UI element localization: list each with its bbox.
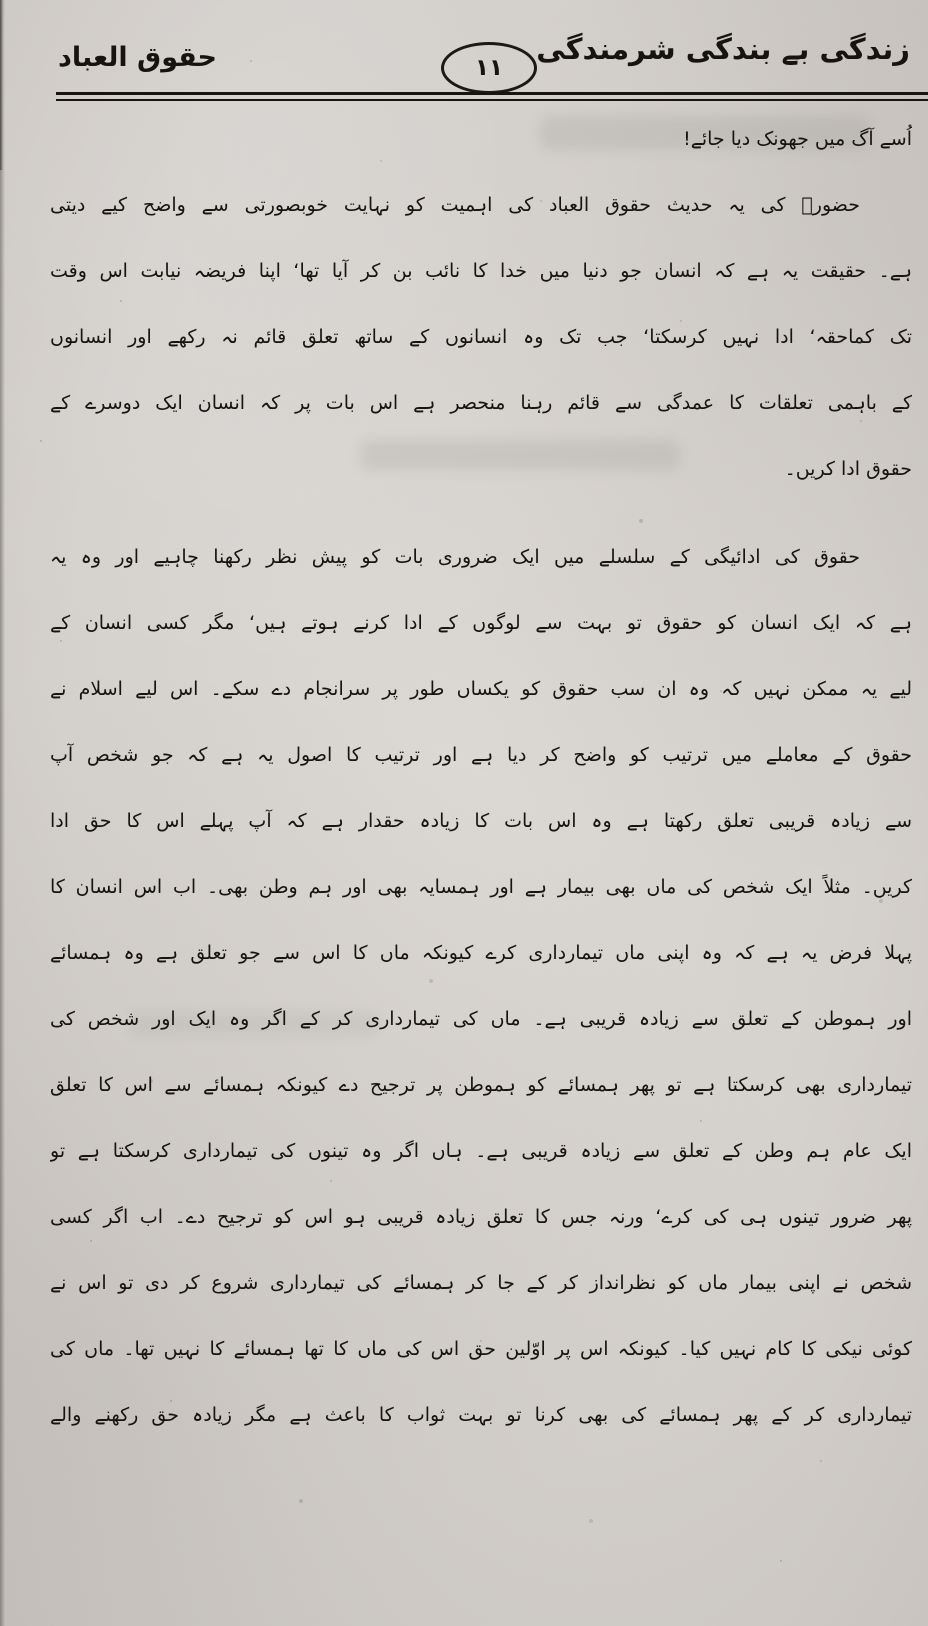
text-line: حضورؐ کی یہ حدیث حقوق العباد کی اہمیت کو نہایت خوبصورتی سے واضح کیے دیتی [50, 194, 860, 216]
text-line: ہے۔ حقیقت یہ ہے کہ انسان جو دنیا میں خدا کا نائب بن کر آیا تھا‘ اپنا فریضہ نیابت اس وقت [50, 260, 912, 282]
text-line: حقوق ادا کریں۔ [784, 458, 912, 480]
text-line: تیمارداری کر کے پھر ہمسائے کی بھی کرنا تو بہت ثواب کا باعث ہے مگر زیادہ حق رکھنے والے [50, 1404, 912, 1426]
text-line: حقوق کے معاملے میں ترتیب کو واضح کر دیا ہے اور ترتیب کا اصول یہ ہے کہ جو شخص آپ [50, 744, 912, 766]
text-line: پھر ضرور تینوں ہی کی کرے‘ ورنہ جس کا تعلق زیادہ قریبی ہو اس کو ترجیح دے۔ اب اگر کسی [50, 1206, 912, 1228]
scan-edge-shadow [0, 0, 5, 1626]
text-line: ایک عام ہم وطن کے تعلق سے زیادہ قریبی ہے۔ ہاں اگر وہ تینوں کی تیمارداری کرسکتا ہے تو [50, 1140, 912, 1162]
header-divider-double-rule [56, 92, 928, 101]
text-line: اُسے آگ میں جھونک دیا جائے! [683, 128, 912, 150]
text-line: کوئی نیکی کا کام نہیں کیا۔ کیونکہ اس پر اوّلین حق اس کی ماں کا تھا ہمسائے کا نہیں تھا۔ ماں کی [50, 1338, 912, 1360]
paragraph-1 [50, 106, 912, 502]
paper-specks [0, 0, 2, 2]
text-line: کے باہمی تعلقات کا عمدگی سے قائم رہنا منحصر ہے اس بات پر کہ انسان ایک دوسرے کے [50, 392, 912, 414]
chapter-title: حقوق العباد [58, 42, 218, 73]
book-title: زندگی بے بندگی شرمندگی [536, 32, 910, 66]
page-number-oval [441, 42, 537, 94]
text-line: لیے یہ ممکن نہیں کہ وہ ان سب حقوق کو یکساں طور پر سرانجام دے سکے۔ اس لیے اسلام نے [50, 678, 912, 700]
paragraph-2 [50, 524, 912, 1448]
scan-edge-artifact [0, 0, 3, 170]
text-line: حقوق کی ادائیگی کے سلسلے میں ایک ضروری بات کو پیش نظر رکھنا چاہیے اور وہ یہ [50, 546, 860, 568]
text-line: پہلا فرض یہ ہے کہ وہ اپنی ماں تیمارداری کرے کیونکہ ماں کا اس سے جو تعلق ہے وہ ہمسائے [50, 942, 912, 964]
text-line: تک کماحقہ‘ ادا نہیں کرسکتا‘ جب تک وہ انسانوں کے ساتھ تعلق قائم نہ رکھے اور انسانوں [50, 326, 912, 348]
text-line: شخص نے اپنی بیمار ماں کو نظرانداز کر کے جا کر ہمسائے کی تیمارداری شروع کر دی تو اس نے [50, 1272, 912, 1294]
text-line: اور ہموطن کے تعلق سے زیادہ قریبی ہے۔ ماں کی تیمارداری کر کے اگر وہ ایک اور شخص کی [50, 1008, 912, 1030]
body-text [50, 106, 912, 1448]
page-number: ۱۱ [474, 55, 504, 81]
text-line: سے زیادہ قریبی تعلق رکھتا ہے وہ اس بات کا زیادہ حقدار ہے کہ آپ پہلے اس کا حق ادا [50, 810, 912, 832]
text-line: ہے کہ ایک انسان کو حقوق تو بہت سے لوگوں کے ادا کرنے ہوتے ہیں‘ مگر کسی انسان کے [50, 612, 912, 634]
text-line: تیمارداری بھی کرسکتا ہے تو پھر ہمسائے کو ہموطن پر ترجیح دے کیونکہ ہمسائے سے اس کا تعلق [50, 1074, 912, 1096]
text-line: کریں۔ مثلاً ایک شخص کی ماں بھی بیمار ہے اور ہمسایہ بھی اور ہم وطن بھی۔ اب اس انسان کا [50, 876, 912, 898]
